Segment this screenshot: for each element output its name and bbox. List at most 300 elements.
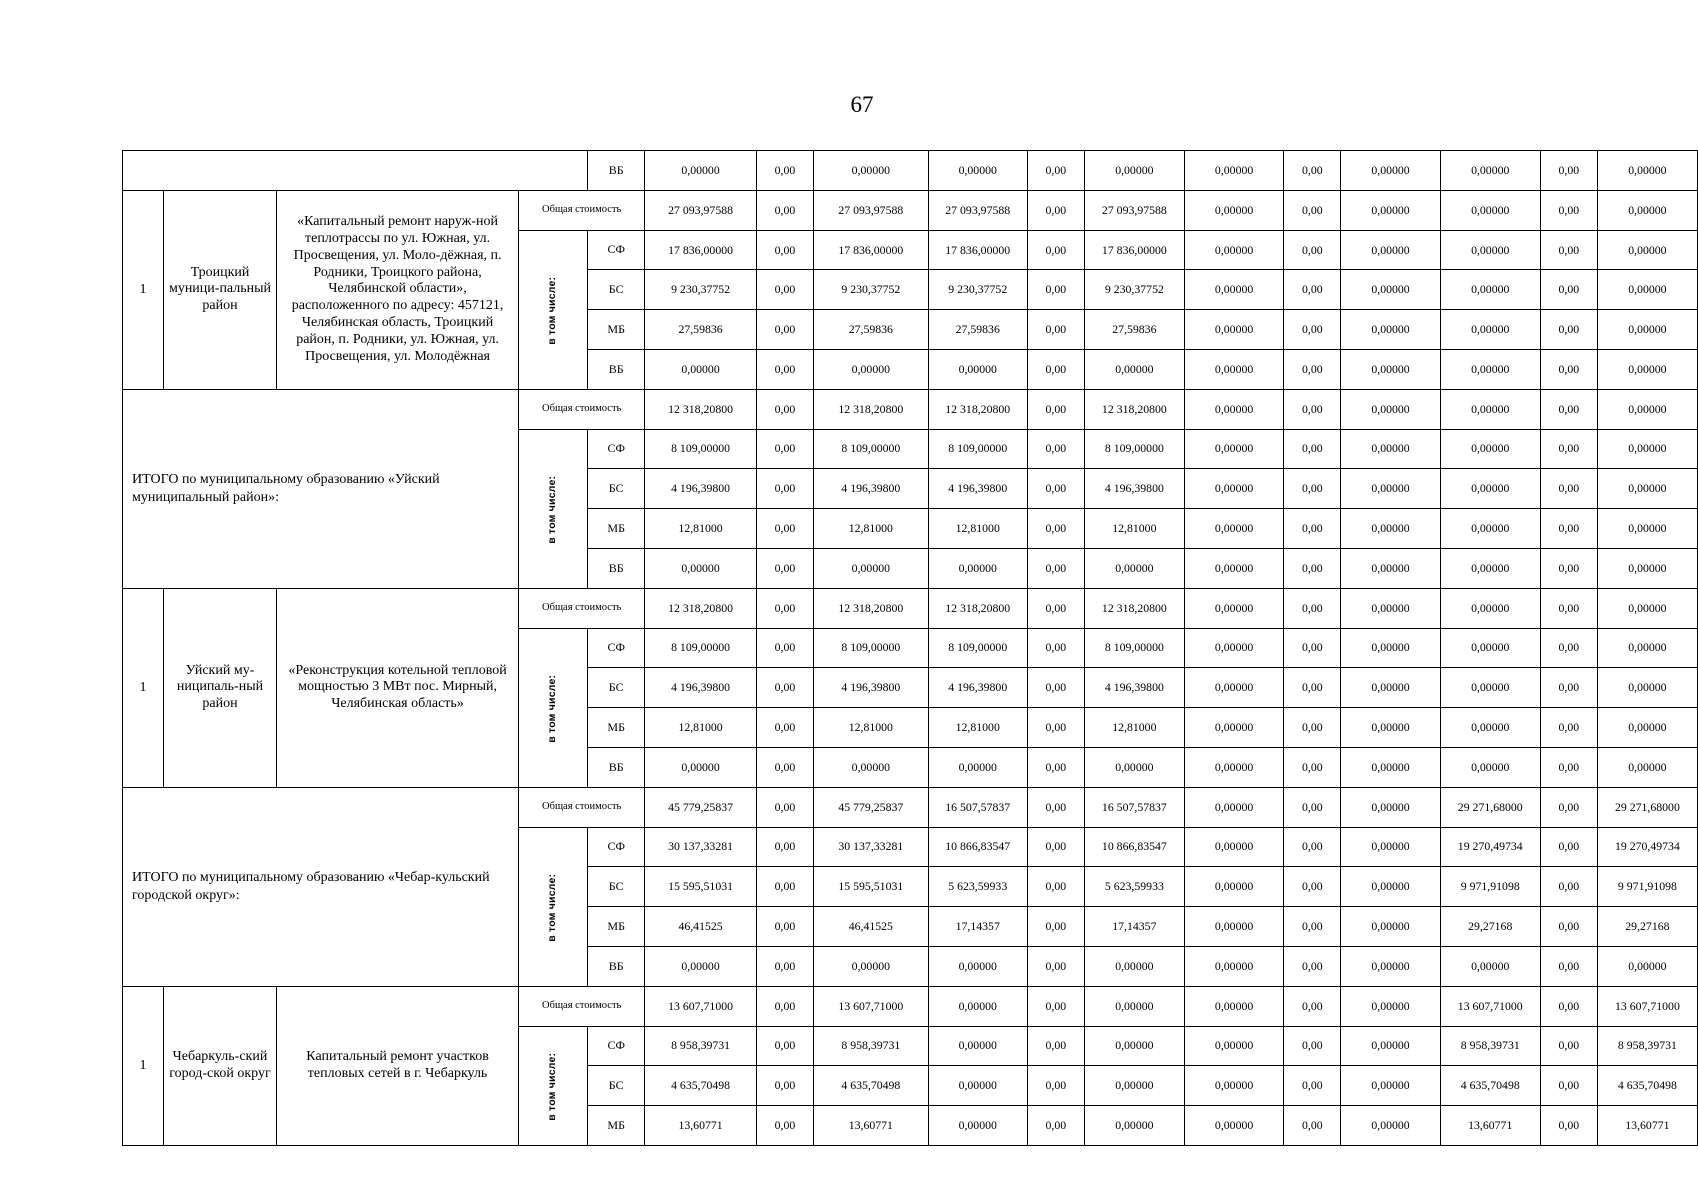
value-cell: 29 271,68000 <box>1440 787 1540 827</box>
value-cell: 0,00000 <box>1597 230 1697 270</box>
value-cell: 9 971,91098 <box>1597 867 1697 907</box>
row-label: МБ <box>588 310 645 350</box>
value-cell: 0,00 <box>1540 389 1597 429</box>
value-cell: 0,00 <box>1027 628 1084 668</box>
value-cell: 0,00 <box>1540 588 1597 628</box>
value-cell: 0,00000 <box>645 747 757 787</box>
value-cell: 0,00000 <box>1184 986 1283 1026</box>
including-label: в том числе: <box>546 475 559 544</box>
value-cell: 0,00 <box>1284 548 1341 588</box>
value-cell: 0,00 <box>1540 747 1597 787</box>
value-cell: 0,00000 <box>1184 429 1283 469</box>
value-cell: 4 635,70498 <box>1597 1066 1697 1106</box>
value-cell: 0,00000 <box>1341 509 1440 549</box>
value-cell: 0,00000 <box>1184 827 1283 867</box>
value-cell: 0,00000 <box>1341 787 1440 827</box>
value-cell: 0,00 <box>1027 190 1084 230</box>
value-cell: 8 109,00000 <box>645 628 757 668</box>
value-cell: 4 196,39800 <box>814 668 929 708</box>
value-cell: 0,00 <box>1540 270 1597 310</box>
value-cell: 0,00 <box>756 867 813 907</box>
value-cell: 0,00000 <box>1440 509 1540 549</box>
value-cell: 4 196,39800 <box>1084 668 1184 708</box>
value-cell: 4 635,70498 <box>1440 1066 1540 1106</box>
value-cell: 0,00 <box>1284 190 1341 230</box>
value-cell: 8 958,39731 <box>1597 1026 1697 1066</box>
value-cell: 0,00 <box>1540 548 1597 588</box>
value-cell: 16 507,57837 <box>928 787 1027 827</box>
table-row <box>123 588 1698 628</box>
value-cell: 0,00 <box>756 1026 813 1066</box>
value-cell: 0,00000 <box>1341 708 1440 748</box>
value-cell: 0,00 <box>1540 1066 1597 1106</box>
value-cell: 0,00 <box>1027 310 1084 350</box>
value-cell: 0,00000 <box>1440 310 1540 350</box>
value-cell: 17,14357 <box>1084 907 1184 947</box>
value-cell: 0,00000 <box>1597 349 1697 389</box>
value-cell: 0,00 <box>1027 349 1084 389</box>
value-cell: 0,00000 <box>1597 469 1697 509</box>
value-cell: 0,00000 <box>1440 270 1540 310</box>
value-cell: 0,00 <box>756 946 813 986</box>
value-cell: 0,00 <box>756 349 813 389</box>
value-cell: 0,00 <box>1284 986 1341 1026</box>
value-cell: 0,00000 <box>645 349 757 389</box>
value-cell: 8 958,39731 <box>1440 1026 1540 1066</box>
value-cell: 12 318,20800 <box>1084 389 1184 429</box>
value-cell: 13 607,71000 <box>814 986 929 1026</box>
row-label: ВБ <box>588 946 645 986</box>
value-cell: 27,59836 <box>1084 310 1184 350</box>
value-cell: 9 230,37752 <box>928 270 1027 310</box>
value-cell: 12 318,20800 <box>645 588 757 628</box>
value-cell: 9 230,37752 <box>645 270 757 310</box>
value-cell: 0,00 <box>756 151 813 191</box>
value-cell: 0,00000 <box>1597 628 1697 668</box>
value-cell: 4 635,70498 <box>645 1066 757 1106</box>
value-cell: 0,00000 <box>1184 946 1283 986</box>
value-cell: 0,00 <box>756 628 813 668</box>
value-cell: 0,00 <box>1540 1026 1597 1066</box>
value-cell: 0,00 <box>1027 1026 1084 1066</box>
value-cell: 0,00000 <box>1341 469 1440 509</box>
value-cell: 4 196,39800 <box>1084 469 1184 509</box>
value-cell: 0,00 <box>1027 469 1084 509</box>
value-cell: 0,00000 <box>928 1106 1027 1146</box>
value-cell: 8 109,00000 <box>928 429 1027 469</box>
value-cell: 0,00 <box>1284 747 1341 787</box>
value-cell: 0,00000 <box>1597 668 1697 708</box>
value-cell: 0,00000 <box>1084 1066 1184 1106</box>
table-row <box>123 190 1698 230</box>
value-cell: 0,00000 <box>1440 230 1540 270</box>
value-cell: 0,00 <box>756 907 813 947</box>
value-cell: 0,00 <box>756 190 813 230</box>
value-cell: 8 109,00000 <box>814 429 929 469</box>
value-cell: 0,00000 <box>1440 349 1540 389</box>
value-cell: 0,00 <box>1540 668 1597 708</box>
value-cell: 27 093,97588 <box>928 190 1027 230</box>
value-cell: 0,00000 <box>1341 668 1440 708</box>
value-cell: 13 607,71000 <box>1597 986 1697 1026</box>
value-cell: 29,27168 <box>1597 907 1697 947</box>
value-cell: 0,00000 <box>1597 151 1697 191</box>
value-cell: 0,00000 <box>1440 628 1540 668</box>
value-cell: 30 137,33281 <box>645 827 757 867</box>
value-cell: 0,00000 <box>928 986 1027 1026</box>
value-cell: 0,00 <box>756 747 813 787</box>
value-cell: 0,00 <box>1540 867 1597 907</box>
value-cell: 0,00000 <box>1184 270 1283 310</box>
table-row <box>123 986 1698 1026</box>
value-cell: 17 836,00000 <box>645 230 757 270</box>
value-cell: 0,00000 <box>1184 907 1283 947</box>
value-cell: 17 836,00000 <box>814 230 929 270</box>
table-row <box>123 389 1698 429</box>
value-cell: 12,81000 <box>814 708 929 748</box>
value-cell: 17,14357 <box>928 907 1027 947</box>
value-cell: 0,00000 <box>1341 389 1440 429</box>
municipality-name: Троицкий муници-пальный район <box>164 190 277 389</box>
value-cell: 0,00000 <box>1341 946 1440 986</box>
value-cell: 13 607,71000 <box>1440 986 1540 1026</box>
value-cell: 0,00000 <box>1440 668 1540 708</box>
value-cell: 0,00 <box>756 548 813 588</box>
value-cell: 0,00 <box>1284 469 1341 509</box>
value-cell: 0,00000 <box>1440 469 1540 509</box>
value-cell: 13,60771 <box>1440 1106 1540 1146</box>
row-label: ВБ <box>588 151 645 191</box>
value-cell: 0,00000 <box>1341 1026 1440 1066</box>
object-description: «Реконструкция котельной тепловой мощностью 3 МВт пос. Мирный, Челябинская область» <box>276 588 518 787</box>
value-cell: 0,00000 <box>1341 230 1440 270</box>
value-cell: 0,00000 <box>1084 1106 1184 1146</box>
value-cell: 0,00 <box>1027 1066 1084 1106</box>
value-cell: 4 635,70498 <box>814 1066 929 1106</box>
row-label-total: Общая стоимость <box>519 986 645 1026</box>
value-cell: 0,00 <box>1540 907 1597 947</box>
value-cell: 0,00000 <box>1084 986 1184 1026</box>
value-cell: 16 507,57837 <box>1084 787 1184 827</box>
value-cell: 0,00 <box>1284 509 1341 549</box>
value-cell: 0,00000 <box>1084 747 1184 787</box>
value-cell: 8 958,39731 <box>645 1026 757 1066</box>
value-cell: 29 271,68000 <box>1597 787 1697 827</box>
value-cell: 0,00000 <box>928 747 1027 787</box>
including-label: в том числе: <box>546 674 559 743</box>
value-cell: 0,00000 <box>1597 588 1697 628</box>
value-cell: 0,00 <box>1027 907 1084 947</box>
value-cell: 0,00 <box>1540 509 1597 549</box>
value-cell: 0,00 <box>756 986 813 1026</box>
value-cell: 13,60771 <box>814 1106 929 1146</box>
value-cell: 12 318,20800 <box>928 588 1027 628</box>
value-cell: 5 623,59933 <box>1084 867 1184 907</box>
value-cell: 0,00 <box>1027 668 1084 708</box>
value-cell: 46,41525 <box>645 907 757 947</box>
value-cell: 0,00000 <box>1341 548 1440 588</box>
value-cell: 0,00000 <box>1597 310 1697 350</box>
value-cell: 0,00000 <box>1597 190 1697 230</box>
value-cell: 15 595,51031 <box>814 867 929 907</box>
value-cell: 0,00000 <box>1084 1026 1184 1066</box>
value-cell: 0,00000 <box>1597 389 1697 429</box>
value-cell: 0,00 <box>1284 230 1341 270</box>
value-cell: 0,00000 <box>1084 349 1184 389</box>
row-label: ВБ <box>588 548 645 588</box>
value-cell: 0,00 <box>1540 1106 1597 1146</box>
value-cell: 0,00000 <box>645 548 757 588</box>
value-cell: 0,00 <box>756 708 813 748</box>
row-label: ВБ <box>588 747 645 787</box>
value-cell: 0,00 <box>756 827 813 867</box>
row-label-total: Общая стоимость <box>519 389 645 429</box>
value-cell: 0,00000 <box>645 151 757 191</box>
including-label: в том числе: <box>546 873 559 942</box>
value-cell: 0,00000 <box>928 548 1027 588</box>
value-cell: 0,00 <box>756 230 813 270</box>
value-cell: 0,00 <box>1027 708 1084 748</box>
value-cell: 0,00000 <box>1597 708 1697 748</box>
value-cell: 4 196,39800 <box>814 469 929 509</box>
value-cell: 0,00 <box>1284 429 1341 469</box>
value-cell: 0,00 <box>1027 787 1084 827</box>
row-index: 1 <box>123 986 164 1145</box>
value-cell: 0,00000 <box>1184 668 1283 708</box>
value-cell: 13,60771 <box>1597 1106 1697 1146</box>
value-cell: 10 866,83547 <box>1084 827 1184 867</box>
value-cell: 0,00000 <box>1084 946 1184 986</box>
value-cell: 0,00000 <box>1341 827 1440 867</box>
value-cell: 0,00 <box>1540 787 1597 827</box>
value-cell: 0,00 <box>1027 946 1084 986</box>
value-cell: 0,00000 <box>1341 986 1440 1026</box>
value-cell: 8 109,00000 <box>814 628 929 668</box>
value-cell: 0,00 <box>1540 310 1597 350</box>
value-cell: 8 109,00000 <box>645 429 757 469</box>
value-cell: 0,00 <box>1284 1066 1341 1106</box>
value-cell: 0,00000 <box>1084 151 1184 191</box>
value-cell: 27,59836 <box>928 310 1027 350</box>
municipality-name: Чебаркуль-ский город-ской округ <box>164 986 277 1145</box>
row-label: БС <box>588 867 645 907</box>
value-cell: 10 866,83547 <box>928 827 1027 867</box>
value-cell: 8 109,00000 <box>928 628 1027 668</box>
value-cell: 12 318,20800 <box>645 389 757 429</box>
value-cell: 0,00 <box>756 310 813 350</box>
value-cell: 0,00 <box>1540 827 1597 867</box>
value-cell: 0,00000 <box>928 946 1027 986</box>
value-cell: 0,00000 <box>1184 151 1283 191</box>
value-cell: 0,00 <box>1540 946 1597 986</box>
value-cell: 0,00000 <box>1341 747 1440 787</box>
value-cell: 0,00000 <box>1341 429 1440 469</box>
value-cell: 0,00000 <box>1184 708 1283 748</box>
subtotal-title: ИТОГО по муниципальному образованию «Чебар-кульский городской округ»: <box>123 787 519 986</box>
value-cell: 0,00000 <box>1440 151 1540 191</box>
value-cell: 0,00 <box>1284 827 1341 867</box>
including-label: в том числе: <box>546 1052 559 1121</box>
value-cell: 0,00 <box>1284 628 1341 668</box>
value-cell: 0,00 <box>1027 429 1084 469</box>
value-cell: 9 230,37752 <box>814 270 929 310</box>
value-cell: 0,00000 <box>814 151 929 191</box>
value-cell: 0,00000 <box>1341 907 1440 947</box>
value-cell: 12,81000 <box>645 509 757 549</box>
value-cell: 0,00 <box>1284 151 1341 191</box>
value-cell: 0,00000 <box>1184 588 1283 628</box>
value-cell: 0,00 <box>1284 270 1341 310</box>
value-cell: 0,00000 <box>1440 588 1540 628</box>
municipality-name: Уйский му-ниципаль-ный район <box>164 588 277 787</box>
value-cell: 0,00000 <box>1597 509 1697 549</box>
value-cell: 0,00000 <box>814 548 929 588</box>
value-cell: 0,00000 <box>1184 469 1283 509</box>
value-cell: 0,00000 <box>814 349 929 389</box>
value-cell: 0,00000 <box>814 747 929 787</box>
value-cell: 29,27168 <box>1440 907 1540 947</box>
value-cell: 0,00 <box>756 1066 813 1106</box>
value-cell: 4 196,39800 <box>645 668 757 708</box>
including-label-cell <box>519 628 588 787</box>
table-row <box>123 151 1698 191</box>
value-cell: 0,00000 <box>1440 389 1540 429</box>
value-cell: 0,00 <box>1284 787 1341 827</box>
value-cell: 0,00 <box>1540 708 1597 748</box>
value-cell: 27,59836 <box>645 310 757 350</box>
value-cell: 0,00000 <box>928 151 1027 191</box>
value-cell: 0,00 <box>1027 867 1084 907</box>
value-cell: 0,00 <box>1284 867 1341 907</box>
value-cell: 0,00000 <box>1184 747 1283 787</box>
value-cell: 0,00 <box>756 787 813 827</box>
value-cell: 27 093,97588 <box>814 190 929 230</box>
value-cell: 5 623,59933 <box>928 867 1027 907</box>
value-cell: 0,00 <box>1284 1106 1341 1146</box>
value-cell: 0,00000 <box>1184 1066 1283 1106</box>
budget-table <box>122 150 1698 1146</box>
value-cell: 0,00000 <box>1184 389 1283 429</box>
value-cell: 0,00 <box>756 588 813 628</box>
value-cell: 0,00 <box>1027 389 1084 429</box>
row-label: СФ <box>588 429 645 469</box>
value-cell: 46,41525 <box>814 907 929 947</box>
value-cell: 12 318,20800 <box>1084 588 1184 628</box>
value-cell: 0,00000 <box>1341 628 1440 668</box>
value-cell: 0,00 <box>1027 747 1084 787</box>
value-cell: 27 093,97588 <box>1084 190 1184 230</box>
value-cell: 0,00000 <box>1341 190 1440 230</box>
value-cell: 0,00 <box>1540 190 1597 230</box>
value-cell: 0,00 <box>1027 986 1084 1026</box>
row-label: БС <box>588 270 645 310</box>
value-cell: 0,00 <box>1540 349 1597 389</box>
row-label-total: Общая стоимость <box>519 787 645 827</box>
page-number: 67 <box>850 92 874 117</box>
value-cell: 4 196,39800 <box>928 668 1027 708</box>
value-cell: 12,81000 <box>1084 708 1184 748</box>
value-cell: 0,00000 <box>1084 548 1184 588</box>
value-cell: 0,00000 <box>1184 509 1283 549</box>
value-cell: 0,00000 <box>1440 548 1540 588</box>
row-label: МБ <box>588 708 645 748</box>
including-label-cell <box>519 827 588 986</box>
including-label-cell <box>519 1026 588 1145</box>
value-cell: 12,81000 <box>1084 509 1184 549</box>
value-cell: 0,00000 <box>928 1066 1027 1106</box>
continuation-blank-cell <box>123 151 588 191</box>
value-cell: 0,00 <box>756 509 813 549</box>
value-cell: 0,00 <box>1027 548 1084 588</box>
value-cell: 12 318,20800 <box>928 389 1027 429</box>
value-cell: 0,00 <box>1027 588 1084 628</box>
value-cell: 0,00000 <box>814 946 929 986</box>
value-cell: 19 270,49734 <box>1440 827 1540 867</box>
value-cell: 0,00 <box>1284 668 1341 708</box>
value-cell: 12,81000 <box>814 509 929 549</box>
including-label-cell <box>519 429 588 588</box>
value-cell: 8 109,00000 <box>1084 628 1184 668</box>
value-cell: 9 971,91098 <box>1440 867 1540 907</box>
value-cell: 0,00000 <box>1597 946 1697 986</box>
value-cell: 0,00000 <box>1184 310 1283 350</box>
value-cell: 0,00000 <box>1184 190 1283 230</box>
value-cell: 0,00 <box>1540 151 1597 191</box>
value-cell: 45 779,25837 <box>814 787 929 827</box>
row-label: МБ <box>588 1106 645 1146</box>
row-label-total: Общая стоимость <box>519 588 645 628</box>
value-cell: 0,00000 <box>1184 867 1283 907</box>
value-cell: 17 836,00000 <box>928 230 1027 270</box>
value-cell: 13,60771 <box>645 1106 757 1146</box>
value-cell: 0,00 <box>1284 946 1341 986</box>
row-label: БС <box>588 1066 645 1106</box>
row-label: СФ <box>588 230 645 270</box>
value-cell: 19 270,49734 <box>1597 827 1697 867</box>
value-cell: 12 318,20800 <box>814 389 929 429</box>
value-cell: 15 595,51031 <box>645 867 757 907</box>
value-cell: 0,00000 <box>1440 190 1540 230</box>
value-cell: 0,00 <box>1540 628 1597 668</box>
value-cell: 0,00 <box>1027 270 1084 310</box>
value-cell: 0,00000 <box>1440 747 1540 787</box>
row-label: МБ <box>588 907 645 947</box>
value-cell: 0,00 <box>756 668 813 708</box>
row-label-total: Общая стоимость <box>519 190 645 230</box>
value-cell: 0,00000 <box>1341 349 1440 389</box>
value-cell: 0,00000 <box>1341 867 1440 907</box>
value-cell: 0,00000 <box>1341 270 1440 310</box>
value-cell: 4 196,39800 <box>928 469 1027 509</box>
table-row <box>123 787 1698 827</box>
value-cell: 0,00 <box>1284 588 1341 628</box>
value-cell: 0,00000 <box>1341 151 1440 191</box>
value-cell: 0,00 <box>1284 349 1341 389</box>
value-cell: 0,00000 <box>1440 708 1540 748</box>
value-cell: 4 196,39800 <box>645 469 757 509</box>
value-cell: 0,00 <box>1284 907 1341 947</box>
value-cell: 0,00 <box>1284 310 1341 350</box>
value-cell: 0,00 <box>756 469 813 509</box>
value-cell: 27 093,97588 <box>645 190 757 230</box>
value-cell: 0,00000 <box>1184 1106 1283 1146</box>
row-label: СФ <box>588 628 645 668</box>
object-description: Капитальный ремонт участков тепловых сетей в г. Чебаркуль <box>276 986 518 1145</box>
value-cell: 0,00 <box>1540 230 1597 270</box>
value-cell: 12,81000 <box>928 708 1027 748</box>
value-cell: 0,00000 <box>1184 787 1283 827</box>
value-cell: 0,00 <box>756 270 813 310</box>
